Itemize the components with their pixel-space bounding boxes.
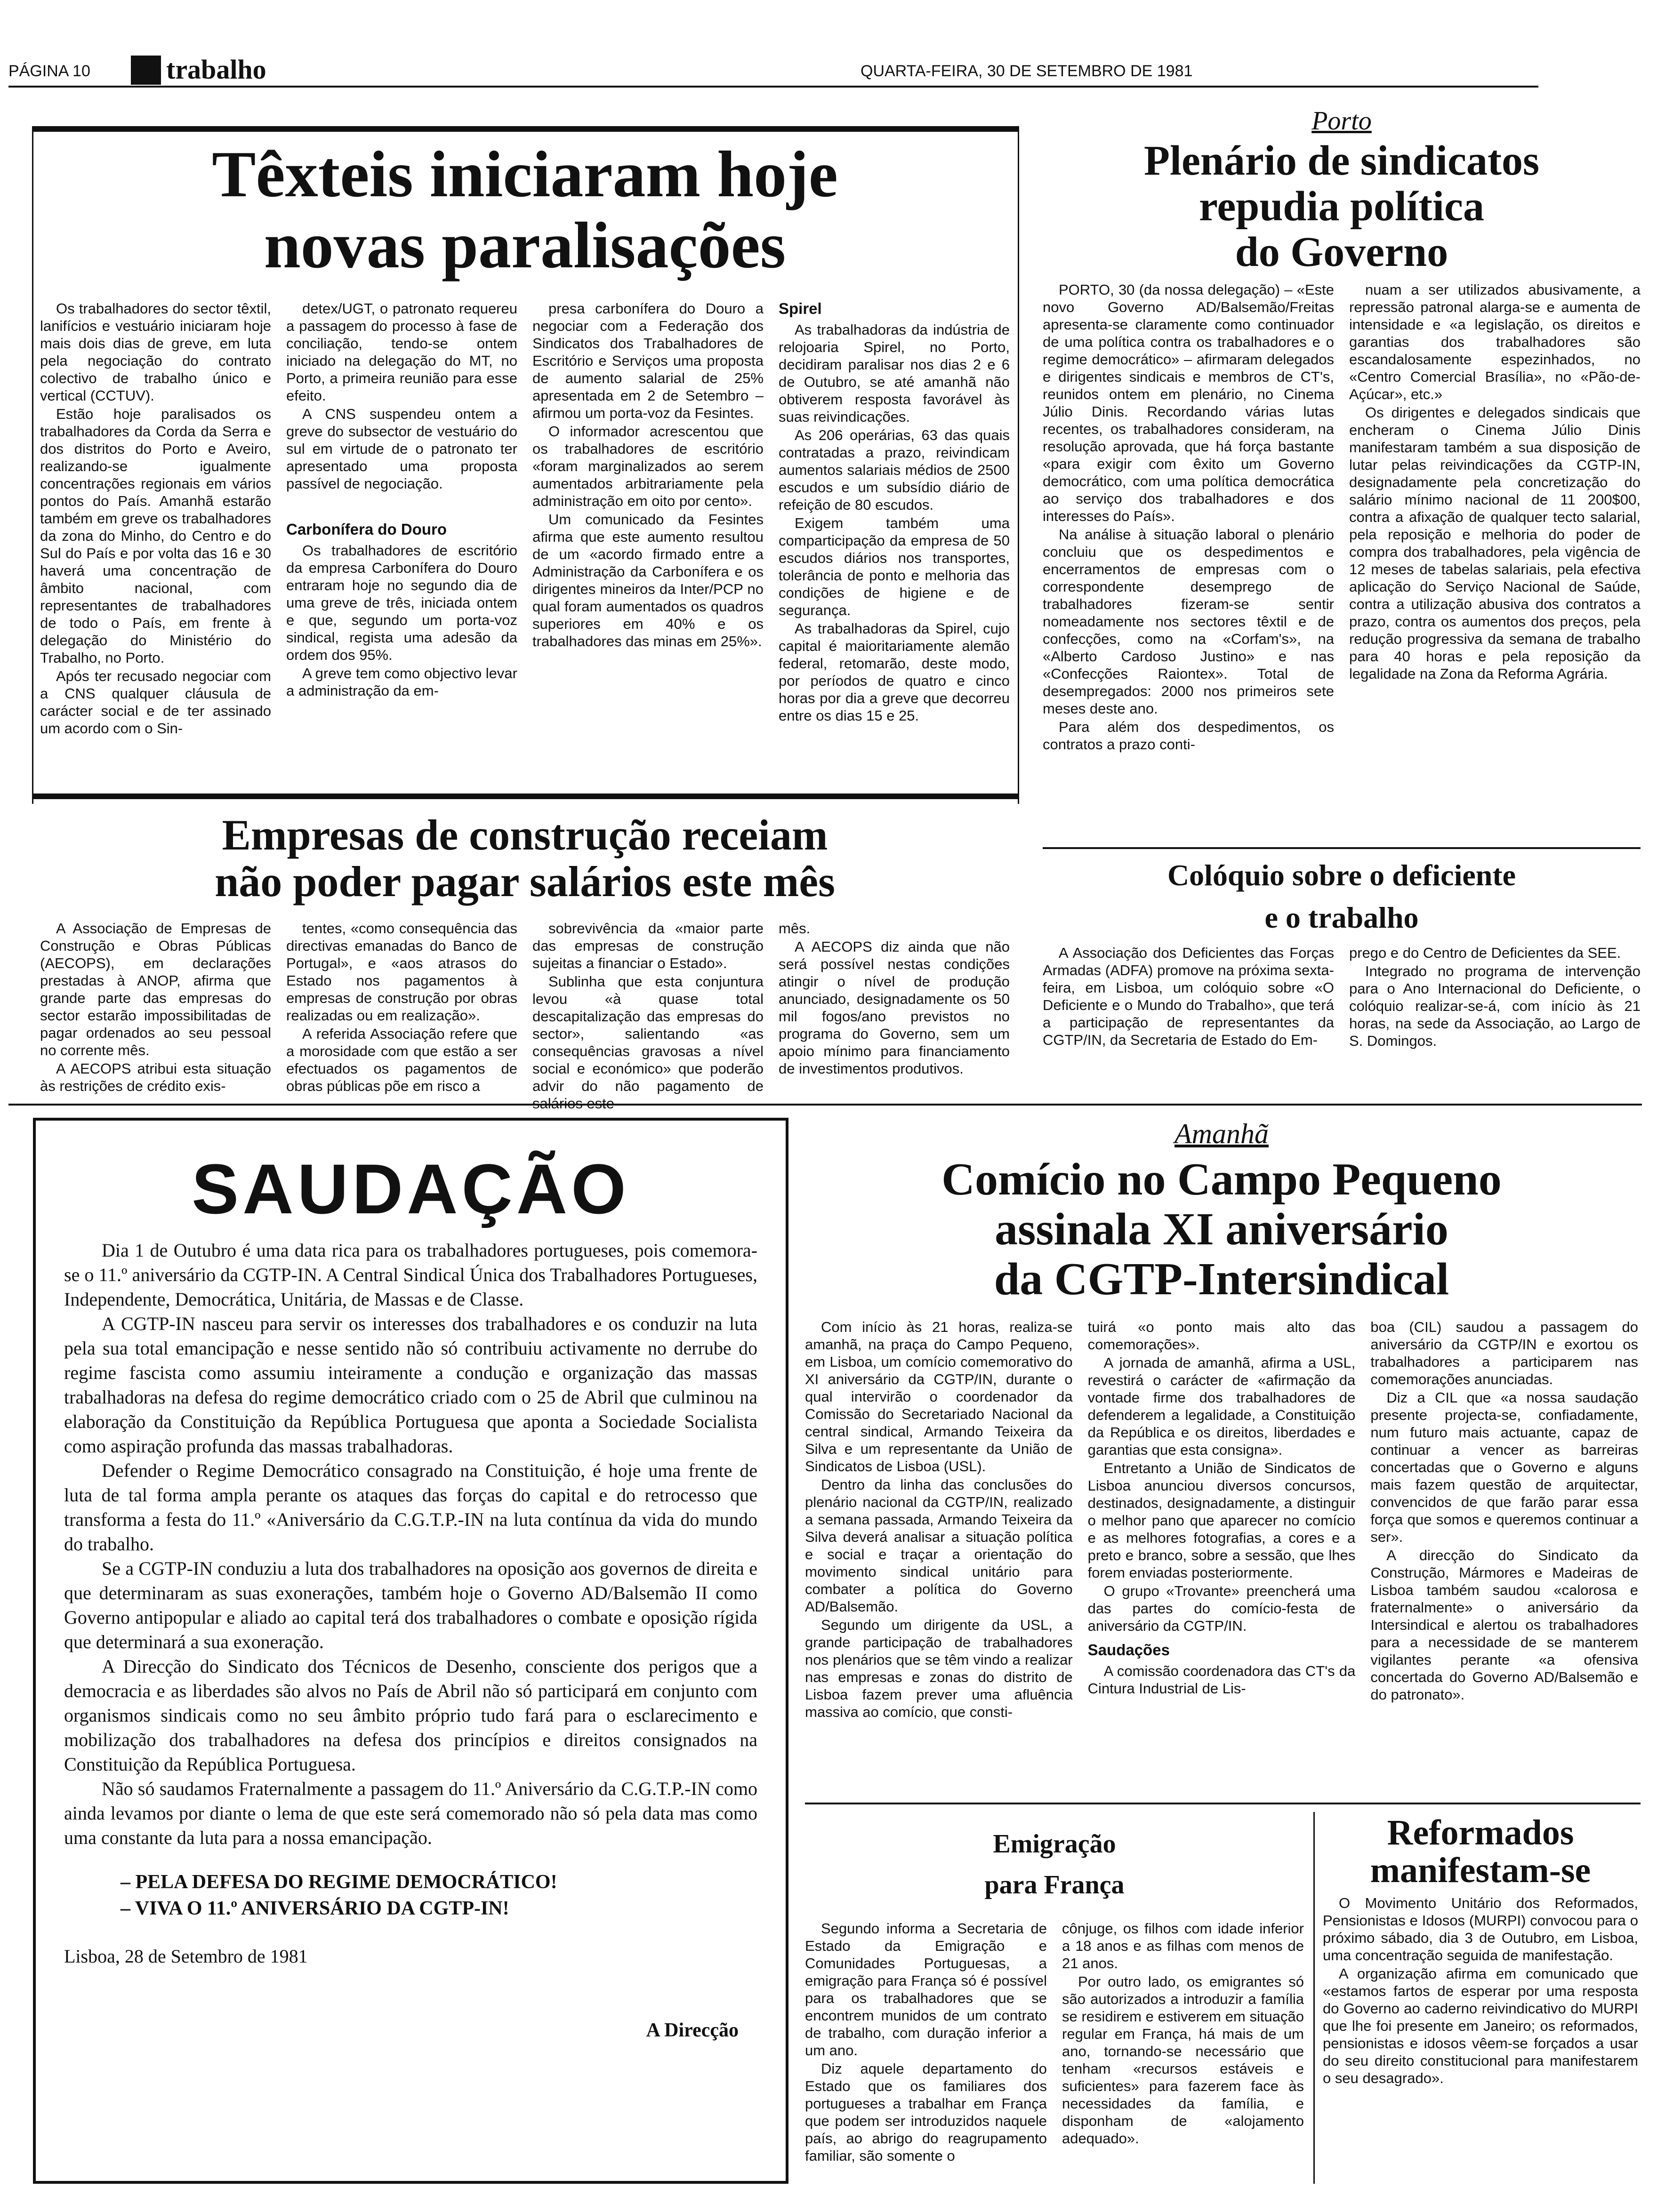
paragraph: Diz aquele departamento do Estado que os familiares dos portugueses a trabalhar em França que podem ser introduzidos naquele país, ao abrigo do reagrupamento familiar, são somente o — [805, 2060, 1047, 2164]
texteis-col-2 — [286, 300, 517, 792]
paragraph: Integrado no programa de intervenção para o Ano Internacional do Deficiente, o colóquio realizar-se-á, com início às 21 horas, na sede da Associação, ao Largo de S. Domingos. — [1349, 963, 1641, 1050]
comicio-article — [805, 1118, 1638, 1800]
comicio-col-1 — [805, 1318, 1073, 1784]
texteis-title-line1: Têxteis iniciaram hoje — [212, 138, 838, 211]
reformados-title-line1: Reformados — [1387, 1813, 1574, 1852]
coloquio-title — [1043, 854, 1641, 938]
paragraph: sobrevivência da «maior parte das empresas de construção sujeitas a financiar o Estado». — [532, 920, 764, 971]
reformados-title-line2: manifestam-se — [1370, 1850, 1591, 1890]
paragraph: Segundo informa a Secretaria de Estado da Emigração e Comunidades Portuguesas, a emigração para França só é possível para os trabalhadores que se encontrem munidos de um contrato de trabalho, com duração inferior a um ano. — [805, 1920, 1047, 2059]
subhead-spirel: Spirel — [779, 300, 822, 318]
subhead-saudacoes: Saudações — [1087, 1641, 1170, 1659]
subhead-carbonifera: Carbonífera do Douro — [286, 521, 447, 538]
paragraph: A organização afirma em comunicado que «estamos fartos de esperar por uma resposta do Governo ao caderno reivindicativo do MURPI que lhe foi presente em Janeiro; os reformados, pensionistas e idosos vêem-se forçados a usar do seu direito constitucional para manifestarem o seu desagrado». — [1323, 1965, 1638, 2086]
porto-title — [1043, 138, 1641, 275]
paragraph: Para além dos despedimentos, os contratos a prazo conti- — [1043, 718, 1334, 753]
saudacao-place-date: Lisboa, 28 de Setembro de 1981 — [64, 1946, 308, 1967]
comicio-title-line1: Comício no Campo Pequeno — [941, 1154, 1502, 1205]
reformados-title — [1323, 1814, 1638, 1890]
paragraph: Com início às 21 horas, realiza-se amanhã, na praça do Campo Pequeno, em Lisboa, um comício comemorativo do XI aniversário da CGTP/IN, durante o qual intervirão o coordenador da Comissão do Secretariado Nacional da central sindical, Armando Teixeira da Silva e um representante da União de Sindicatos de Lisboa (USL). — [805, 1319, 1073, 1475]
construcao-article — [40, 812, 1010, 1104]
paragraph: O Movimento Unitário dos Reformados, Pensionistas e Idosos (MURPI) convocou para o próximo sábado, dia 3 de Outubro, em Lisboa, uma concentração seguida de manifestação. — [1323, 1894, 1638, 1964]
paragraph: Entretanto a União de Sindicatos de Lisboa anunciou diversos concursos, destinados, designadamente, a distinguir o melhor pano que aparecer no comício e as melhores fotografias, a cores e a preto e branco, sobre a sessão, que lhes forem enviadas posteriormente. — [1087, 1460, 1356, 1581]
paragraph: A AECOPS atribui esta situação às restrições de crédito exis- — [40, 1060, 271, 1094]
paragraph: tuirá «o ponto mais alto das comemorações». — [1087, 1319, 1356, 1353]
paragraph: A Associação dos Deficientes das Forças Armadas (ADFA) promove na próxima sexta-feira, em Lisboa, um colóquio sobre «O Deficiente e o Mundo do Trabalho», que terá a participação de representantes da CGTP/IN, da Secretaria de Estado do Em- — [1043, 945, 1334, 1049]
saudacao-slogans — [121, 1869, 757, 1922]
paragraph: prego e do Centro de Deficientes da SEE. — [1349, 945, 1621, 962]
comicio-title-line3: da CGTP-Intersindical — [994, 1253, 1449, 1305]
paragraph: nuam a ser utilizados abusivamente, a repressão patronal alarga-se e aumenta de intensidade e «a legislação, os direitos e garantias dos trabalhadores são escandalosamente espezinhados, no «Centro Comercial Brasília», no «Pão-de-Açúcar», etc.» — [1349, 281, 1641, 402]
paragraph: As trabalhadoras da Spirel, cujo capital é maioritariamente alemão federal, retomarão, deste modo, por períodos de quatro e cinco horas por dia a greve que decorreu entre os dias 15 e 25. — [779, 620, 1010, 724]
emigracao-divider — [1313, 1812, 1315, 2184]
texteis-bottom-bar — [33, 793, 1019, 799]
comicio-title — [805, 1155, 1638, 1304]
paragraph: O grupo «Trovante» preencherá uma das partes do comício-festa de aniversário da CGTP/IN. — [1087, 1583, 1356, 1635]
saudacao-paragraph: A Direcção do Sindicato dos Técnicos de Desenho, consciente dos perigos que a democracia e as liberdades são alvos no País de Abril não só participará em conjunto com organismos sindicais como no seu âmbito próprio tudo fará para o esclarecimento e mobilização dos trabalhadores na defesa dos princípios e direitos consignados na Constituição da República Portuguesa. — [64, 1656, 757, 1775]
page-number: PÁGINA 10 — [8, 62, 90, 80]
section-name: trabalho — [166, 54, 266, 85]
texteis-col-1 — [40, 300, 271, 792]
saudacao-title: SAUDAÇÃO — [192, 1149, 630, 1228]
saudacao-paragraph: Não só saudamos Fraternalmente a passagem do 11.º Aniversário da C.G.T.P.-IN como ainda levamos por diante o lema de que este será comemorado não só pela data mas como uma constante da luta para a nossa emancipação. — [64, 1778, 757, 1848]
saudacao-signature: A Direcção — [646, 2020, 739, 2041]
construcao-col-2 — [286, 920, 517, 1098]
paragraph: A direcção do Sindicato da Construção, Mármores e Madeiras de Lisboa também saudou «calorosa e fraternalmente» o aniversário da Intersindical e alertou os trabalhadores para a necessidade de se manterem vigilantes perante «a ofensiva concertada do Governo AD/Balsemão e do patronato». — [1370, 1547, 1639, 1703]
construcao-col-4 — [779, 920, 1010, 1098]
emigracao-col-1 — [805, 1920, 1047, 2183]
paragraph: Por outro lado, os emigrantes só são autorizados a introduzir a família se residirem e estiverem em situação regular em França, há mais de um ano, tornando-se necessário que tenham «recursos estáveis e suficientes» para fazerem face às necessidades da família, e disponham de «alojamento adequado». — [1062, 1973, 1304, 2147]
paragraph: Estão hoje paralisados os trabalhadores da Corda da Serra e dos distritos do Porto e Aveiro, realizando-se igualmente concentrações regionais em vários pontos do País. Amanhã estarão também em greve os trabalhadores da zona do Minho, do Centro e do Sul do País e por volta das 16 e 30 haverá uma concentração de âmbito nacional, com representantes de trabalhadores de todo o País, em frente à delegação do Ministério do Trabalho, no Porto. — [40, 406, 271, 666]
header-rule — [8, 86, 1538, 88]
texteis-right-rule — [1018, 126, 1019, 804]
construcao-title-line1: Empresas de construção receiam — [222, 811, 828, 859]
paragraph: mês. — [779, 920, 811, 937]
construcao-col-3 — [532, 920, 764, 1098]
paragraph: A comissão coordenadora das CT's da Cintura Industrial de Lis- — [1087, 1663, 1356, 1697]
saudacao-box — [33, 1118, 788, 2184]
issue-date: QUARTA-FEIRA, 30 DE SETEMBRO DE 1981 — [861, 62, 1193, 80]
saudacao-paragraph: A CGTP-IN nasceu para servir os interesses dos trabalhadores e os conduzir na luta pela sua total emancipação e nesse sentido não só contribuiu activamente no derrube do regime fascista como assumiu inteiramente a condução e organização das massas trabalhadoras na defesa do regime democrático criado com o 25 de Abril que culminou na elaboração da Constituição da República Portuguesa que aponta a Sociedade Socialista como aspiração profunda das massas trabalhadoras. — [64, 1313, 757, 1457]
paragraph: presa carbonífera do Douro a negociar com a Federação dos Sindicatos dos Trabalhadores de Escritório e Serviços uma proposta de aumento salarial de 25% apresentada em 2 de Setembro – afirmou um porta-voz da Fesintes. — [532, 300, 764, 422]
paragraph: As 206 operárias, 63 das quais contratadas a prazo, reivindicam aumentos salariais médios de 2500 escudos e um subsídio diário de refeição de 80 escudos. — [779, 427, 1010, 513]
emigracao-title-line2: para França — [984, 1870, 1125, 1899]
paragraph: Exigem também uma comparticipação da empresa de 50 escudos diários nos transportes, tolerância de ponto e melhoria das condições de higiene e de segurança. — [779, 515, 1010, 619]
emigracao-title — [805, 1824, 1304, 1906]
porto-col-1 — [1043, 281, 1334, 827]
emigracao-article — [805, 1814, 1304, 2181]
paragraph: A jornada de amanhã, afirma a USL, revestirá o carácter de «afirmação da vontade firme dos trabalhadores de defenderem a legalidade, a Constituição da República e os direitos, liberdades e garantias que esta consigna». — [1087, 1354, 1356, 1459]
saudacao-paragraph: Se a CGTP-IN conduziu a luta dos trabalhadores na oposição aos governos de direita e que determinaram as suas exonerações, também hoje o Governo AD/Balsemão II como Governo antipopular e aliado ao capital terá dos trabalhadores o combate e oposição rígida que determinará a sua exoneração. — [64, 1558, 757, 1652]
construcao-title — [40, 812, 1010, 906]
paragraph: Diz a CIL que «a nossa saudação presente projecta-se, confiadamente, num futuro mais actuante, capaz de continuar a vencer as barreiras concertadas que o Governo e alguns mais fazem questão de arquitectar, convencidos de que farão parar essa força que somos e queremos continuar a ser». — [1370, 1389, 1639, 1546]
emigracao-col-2 — [1062, 1920, 1304, 2183]
slogan-defesa: – PELA DEFESA DO REGIME DEMOCRÁTICO! — [121, 1871, 557, 1893]
paragraph: boa (CIL) saudou a passagem do aniversário da CGTP/IN e exortou os trabalhadores a participarem nas comemorações anunciadas. — [1370, 1319, 1639, 1388]
porto-col-2 — [1349, 281, 1641, 827]
construcao-col-1 — [40, 920, 271, 1098]
paragraph: Os trabalhadores do sector têxtil, lanifícios e vestuário iniciaram hoje mais dois dias de greve, em luta pela negociação do contrato colectivo de trabalho único e vertical (CCTUV). — [40, 300, 271, 404]
comicio-title-line2: assinala XI aniversário — [995, 1203, 1448, 1255]
slogan-viva: – VIVA O 11.º ANIVERSÁRIO DA CGTP-IN! — [121, 1898, 509, 1919]
paragraph: cônjuge, os filhos com idade inferior a 18 anos e as filhas com menos de 21 anos. — [1062, 1920, 1304, 1972]
coloquio-title-line1: Colóquio sobre o deficiente — [1167, 858, 1516, 892]
paragraph: detex/UGT, o patronato requereu a passagem do processo à fase de conciliação, tendo-se ontem iniciado na delegação do MT, no Porto, a primeira reunião para esse efeito. — [286, 300, 517, 404]
saudacao-paragraph: Dia 1 de Outubro é uma data rica para os trabalhadores portugueses, pois comemora-se o 11.º aniversário da CGTP-IN. A Central Sindical Única dos Trabalhadores Portugueses, Independente, Democrática, Unitária, de Massas e de Classe. — [64, 1240, 757, 1310]
texteis-top-bar — [33, 126, 1019, 132]
paragraph: A Associação de Empresas de Construção e Obras Públicas (AECOPS), em declarações prestadas à ANOP, afirma que grande parte das empresas do sector estarão impossibilitadas de pagar ordenados ao seu pessoal no corrente mês. — [40, 920, 271, 1058]
paragraph: Na análise à situação laboral o plenário concluiu que os despedimentos e encerramentos de empresas com o correspondente desemprego de trabalhadores fizeram-se sentir nomeadamente nos sectores têxtil e de confecções, como na «Corfam's», na «Alberto Cardoso Justino» e nas «Confecções Raiontex». Total de desempregados: 2000 nos primeiros sete meses deste ano. — [1043, 526, 1334, 717]
porto-article — [1043, 106, 1641, 847]
texteis-article — [40, 139, 1010, 793]
porto-title-line1: Plenário de sindicatos — [1143, 137, 1539, 184]
paragraph: Dentro da linha das conclusões do plenário nacional da CGTP/IN, realizado a semana passada, Armando Teixeira da Silva deverá analisar a situação política e social e traçar a orientação do movimento sindical unitário para combater a política do Governo AD/Balsemão. — [805, 1476, 1073, 1615]
porto-title-line3: do Governo — [1235, 229, 1448, 276]
emigracao-title-line1: Emigração — [993, 1829, 1116, 1859]
paragraph: A greve tem como objectivo levar a administração da em- — [286, 665, 517, 699]
reformados-article — [1323, 1814, 1638, 2181]
paragraph: A AECOPS diz ainda que não será possível nestas condições atingir o nível de produção anunciado, designadamente os 50 mil fogos/ano previstos no programa do Governo, sem um apoio mínimo para financiamento de investimentos produtivos. — [779, 938, 1010, 1077]
texteis-left-rule — [32, 126, 33, 804]
section-logo — [131, 56, 161, 85]
comicio-col-3 — [1370, 1318, 1638, 1784]
paragraph: Um comunicado da Fesintes afirma que este aumento resultou de um «acordo firmado entre a Administração da Carbonífera e os dirigentes mineiros da Inter/PCP no qual foram aumentados os quadros superiores em 40% e os trabalhadores das minas em 25%». — [532, 511, 764, 650]
comicio-bottom-rule — [805, 1803, 1641, 1804]
paragraph: Sublinha que esta conjuntura levou «à quase total descapitalização das empresas do sector», salientando «as consequências gravosas a nível social e económico» que poderão advir do não pagamento de — [532, 973, 764, 1094]
texteis-col-4 — [779, 300, 1010, 792]
texteis-col-3 — [532, 300, 764, 792]
paragraph: tentes, «como consequência das directivas emanadas do Banco de Portugal», e «aos atrasos do Estado nos pagamentos à empresas de construção por obras realizadas ou em realização». — [286, 920, 517, 1024]
paragraph: A CNS suspendeu ontem a greve do subsector de vestuário do sul em virtude de o patronato ter apresentado uma proposta passível de negociação. — [286, 406, 517, 492]
paragraph: Após ter recusado negociar com a CNS qualquer cláusula de carácter social e de ter assinado um acordo com o Sin- — [40, 668, 271, 737]
paragraph: Os trabalhadores de escritório da empresa Carbonífera do Douro entraram hoje no segundo dia de uma greve de três, iniciada ontem e que, segundo um porta-voz sindical, regista uma adesão da ordem dos 95%. — [286, 542, 517, 664]
comicio-col-2 — [1088, 1318, 1356, 1784]
coloquio-col-2 — [1349, 944, 1641, 1081]
coloquio-title-line2: e o trabalho — [1264, 900, 1419, 934]
comicio-kicker: Amanhã — [1174, 1118, 1269, 1149]
paragraph: PORTO, 30 (da nossa delegação) – «Este novo Governo AD/Balsemão/Freitas apresenta-se claramente como continuador de uma política contra os trabalhadores e o regime democrático» – afirmaram delegados e dirigentes sindicais e membros de CT's, reunidos ontem em plenário, no Cinema Júlio Dinis. Recordando várias lutas recentes, os trabalhadores consideram, na resolução aprovada, que há força bastante «para exigir com êxito um Governo democrático, com uma política democrática ao serviço dos trabalhadores e dos interesses do País». — [1043, 281, 1334, 524]
porto-bottom-rule — [1043, 847, 1641, 849]
texteis-title — [40, 139, 1010, 281]
saudacao-body — [64, 1238, 757, 1850]
construcao-title-line2: não poder pagar salários este mês — [215, 858, 835, 906]
coloquio-col-1 — [1043, 944, 1334, 1081]
coloquio-article — [1043, 854, 1641, 1099]
paragraph: O informador acrescentou que os trabalhadores de escritório «foram marginalizados ao serem aumentados arbitrariamente pela administração em oito por cento». — [532, 423, 764, 510]
saudacao-paragraph: Defender o Regime Democrático consagrado na Constituição, é hoje uma frente de luta de tal forma ampla perante os ataques das forças do capital e do retrocesso que transforma a festa do 11.º «Aniversário da C.G.T.P.-IN na luta contínua da vida do mundo do trabalho. — [64, 1460, 757, 1555]
paragraph: A referida Associação refere que a morosidade com que estão a ser efectuados os pagamentos de obras públicas põe em risco a — [286, 1025, 517, 1094]
paragraph: As trabalhadoras da indústria de relojoaria Spirel, no Porto, decidiram paralisar nos dias 2 e 6 de Outubro, se até amanhã não obtiverem resposta favorável às suas reivindicações. — [779, 321, 1010, 425]
reformados-col-1 — [1323, 1894, 1638, 2177]
paragraph: Segundo um dirigente da USL, a grande participação de trabalhadores nos plenários que se têm vindo a realizar nas empresas e zonas do distrito de Lisboa fazem prever uma afluência massiva ao comício, que consti- — [805, 1617, 1073, 1721]
page-header — [8, 56, 1538, 88]
mid-page-rule — [8, 1104, 1642, 1106]
porto-title-line2: repudia política — [1199, 183, 1484, 230]
texteis-title-line2: novas paralisações — [264, 209, 786, 282]
porto-kicker: Porto — [1311, 106, 1372, 136]
paragraph: Os dirigentes e delegados sindicais que encheram o Cinema Júlio Dinis manifestaram também a sua disposição de lutar pelas reivindicações da CGTP-IN, designadamente pela concretização do salário mínimo nacional de 11 200$00, contra a afixação de qualquer tecto salarial, pela reposição e melhoria do poder de compra dos trabalhadores, pela vigência de 12 meses de tabelas salariais, pela efectiva aplicação do Serviço Nacional de Saúde, contra a utilização abusiva dos contratos a prazo, contra os aumentos dos preços, pela redução progressiva da semana de trabalho para 40 horas e pela reposição da legalidade na Zona da Reforma Agrária. — [1349, 404, 1641, 682]
